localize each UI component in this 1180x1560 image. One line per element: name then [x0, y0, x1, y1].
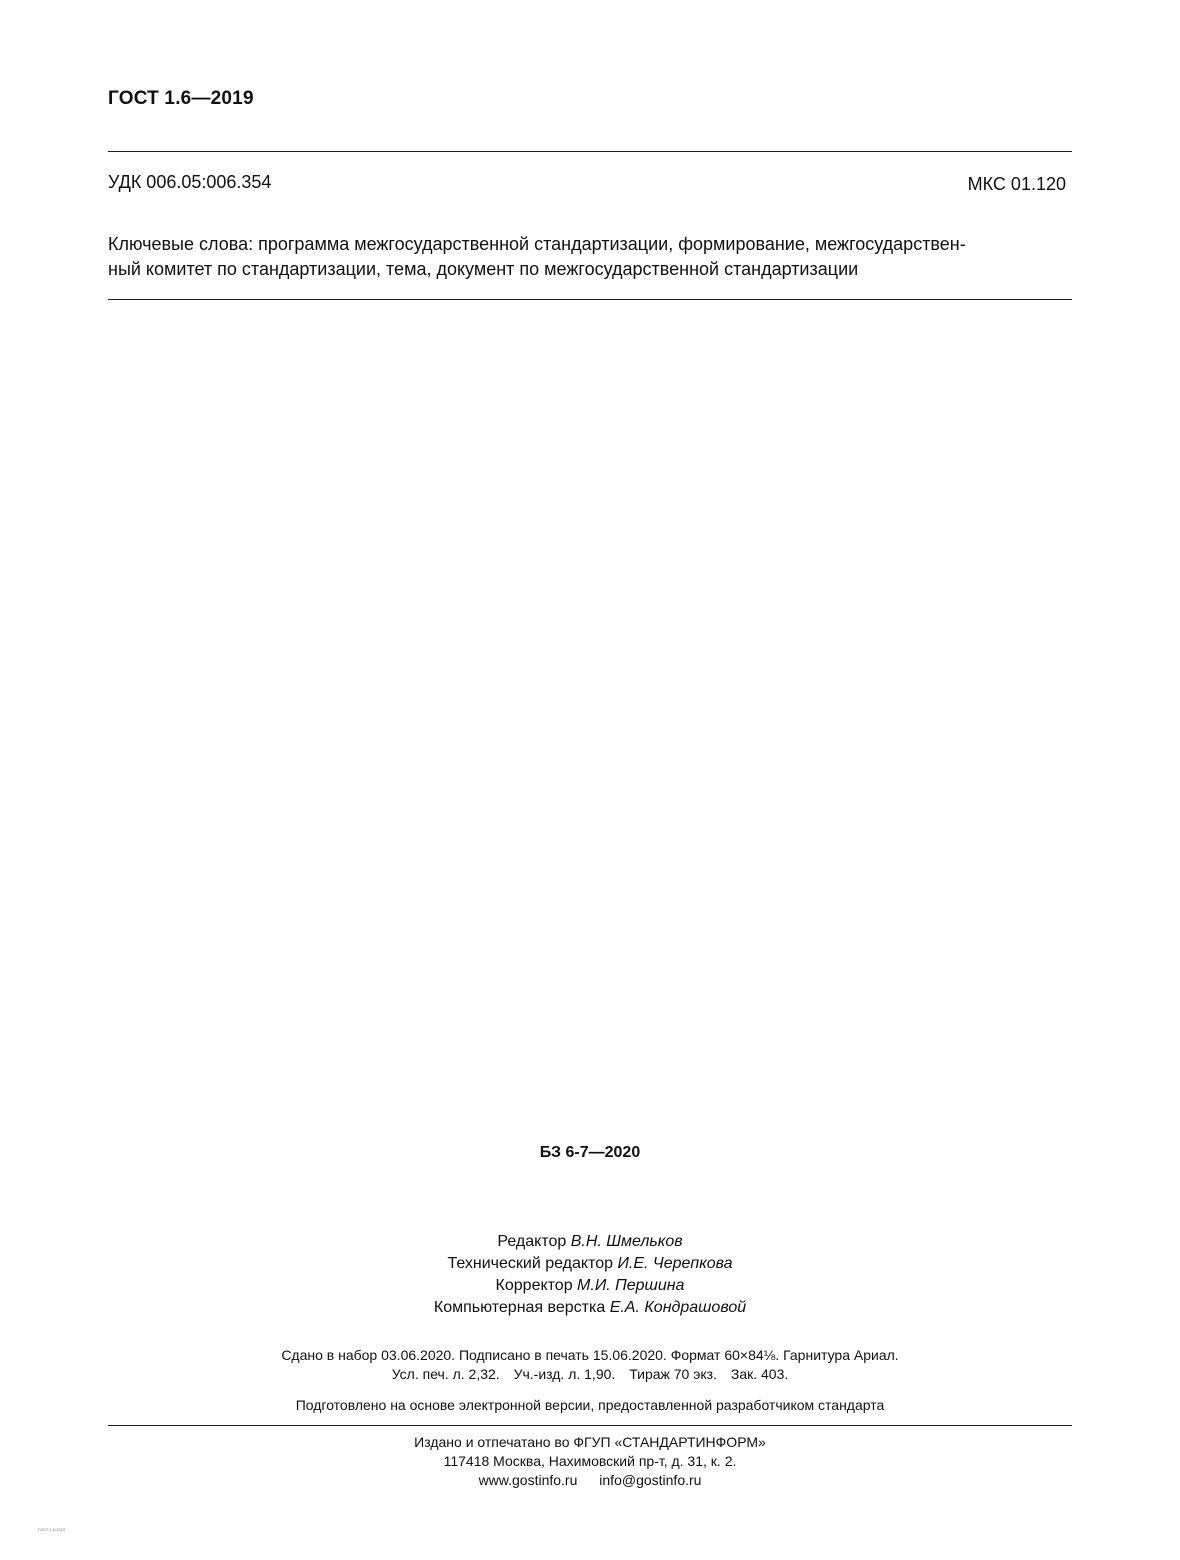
- credit-name: Е.А. Кондрашовой: [609, 1299, 747, 1316]
- keywords-line-1: Ключевые слова: программа межгосударственной стандартизации, формирование, межгосударствен-: [108, 234, 966, 254]
- prepared-note: Подготовлено на основе электронной версии, предоставленной разработчиком стандарта: [295, 1397, 885, 1413]
- keywords-line-2: ный комитет по стандартизации, тема, документ по межгосударственной стандартизации: [108, 259, 859, 279]
- tirazh: Тираж 70 экз.: [629, 1366, 717, 1382]
- zak: Зак. 403.: [730, 1366, 789, 1382]
- credit-name: М.И. Першина: [577, 1277, 685, 1294]
- print-info-line-2: [0, 1365, 1180, 1384]
- keywords-paragraph: [108, 232, 1072, 282]
- credit-proofreader: [0, 1275, 1180, 1297]
- publisher-block: [0, 1433, 1180, 1490]
- udk-code: УДК 006.05:006.354: [108, 172, 272, 192]
- top-divider: [108, 151, 1072, 152]
- gost-designation: ГОСТ 1.6—2019: [108, 88, 254, 109]
- footer-mark: ГОСТ 1.6-2019: [38, 1527, 66, 1532]
- bz-number: БЗ 6-7—2020: [539, 1144, 641, 1161]
- credit-editor: [0, 1231, 1180, 1253]
- uch-izd: Уч.-изд. л. 1,90.: [513, 1366, 616, 1382]
- credit-role: Компьютерная верстка: [433, 1299, 606, 1316]
- credit-role: Корректор: [495, 1277, 573, 1294]
- credits-block: [0, 1231, 1180, 1319]
- email-link[interactable]: info@gostinfo.ru: [599, 1472, 702, 1488]
- usl-pech: Усл. печ. л. 2,32.: [391, 1366, 500, 1382]
- print-info-line-1: Сдано в набор 03.06.2020. Подписано в печать 15.06.2020. Формат 60×84⅛. Гарнитура Ариал.: [281, 1347, 899, 1363]
- credit-name: И.Е. Черепкова: [617, 1255, 733, 1272]
- bottom-divider: [108, 1425, 1072, 1426]
- credit-role: Редактор: [497, 1233, 567, 1250]
- credit-name: В.Н. Шмельков: [570, 1233, 683, 1250]
- keywords-divider: [108, 299, 1072, 300]
- publisher-links: [0, 1471, 1180, 1490]
- mks-code: МКС 01.120: [967, 174, 1066, 194]
- credit-layout: [0, 1297, 1180, 1319]
- credit-role: Технический редактор: [447, 1255, 614, 1272]
- publisher-address: 117418 Москва, Нахимовский пр-т, д. 31, к. 2.: [443, 1453, 737, 1469]
- website-link[interactable]: www.gostinfo.ru: [478, 1472, 578, 1488]
- credit-tech-editor: [0, 1253, 1180, 1275]
- print-info: [0, 1346, 1180, 1384]
- publisher-line-1: Издано и отпечатано во ФГУП «СТАНДАРТИНФОРМ»: [414, 1434, 766, 1450]
